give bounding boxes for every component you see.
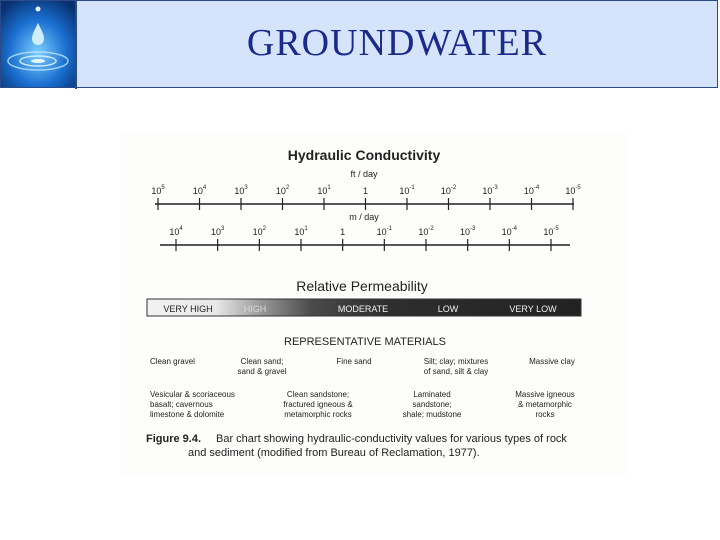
material-label: Laminated sandstone; shale; mudstone <box>402 390 462 419</box>
mday-tick-label: $10^{-3}$ <box>459 226 476 237</box>
mday-tick-label: $10^{-5}$ <box>543 226 559 237</box>
ftday-tick-label: $10^2$ <box>275 185 290 196</box>
mday-tick-label: $10^{-2}$ <box>418 226 434 237</box>
material-label: Massive clay <box>529 357 575 366</box>
mday-tick-label: $10^3$ <box>210 226 225 237</box>
material-label: Clean sand; sand & gravel <box>237 357 287 376</box>
permeability-band-moderate: MODERATE <box>337 304 389 314</box>
mday-tick-label: $10^1$ <box>294 226 308 237</box>
permeability-band-high: HIGH <box>243 304 267 314</box>
slide-title: GROUNDWATER <box>246 22 548 64</box>
mday-unit: m / day <box>349 212 379 222</box>
material-label: Fine sand <box>336 357 372 366</box>
permeability-title: Relative Permeability <box>296 278 428 294</box>
ftday-tick-label: $10^{-3}$ <box>482 185 498 196</box>
ftday-unit: ft / day <box>350 169 378 179</box>
mday-tick-label: 1 <box>340 227 346 237</box>
ftday-tick-label: $10^4$ <box>192 185 207 196</box>
ftday-tick-label: $10^{-2}$ <box>440 185 457 196</box>
ftday-tick-label: 1 <box>362 186 369 196</box>
permeability-band-very-high: VERY HIGH <box>163 304 213 314</box>
material-label: Clean gravel <box>150 357 195 366</box>
ftday-tick-label: $10^{-5}$ <box>565 185 581 196</box>
caption-label: Figure 9.4. <box>146 433 202 445</box>
mday-tick-label: $10^4$ <box>169 226 183 237</box>
materials-row1 <box>150 357 575 376</box>
material-label: Vesicular & scoriaceous basalt; cavernous limestone & dolomite <box>150 390 235 419</box>
ftday-tick-label: $10^{-4}$ <box>523 185 540 196</box>
materials-title: REPRESENTATIVE MATERIALS <box>284 336 446 348</box>
ftday-tick-label: $10^1$ <box>317 185 331 196</box>
ftday-tick-group <box>151 185 581 210</box>
mday-tick-group <box>169 226 559 251</box>
ftday-tick-label: $10^{-1}$ <box>399 185 415 196</box>
mday-tick-label: $10^{-4}$ <box>501 226 518 237</box>
mday-tick-label: $10^2$ <box>252 226 267 237</box>
caption-line1: Bar chart showing hydraulic-conductivity values for various types of rock <box>216 433 567 445</box>
materials-row2 <box>150 390 575 419</box>
hydraulic-title: Hydraulic Conductivity <box>287 147 441 163</box>
material-label: Silt; clay; mixtures of sand, silt & clay <box>423 357 489 376</box>
material-label: Clean sandstone; fractured igneous & metamorphic rocks <box>283 390 353 419</box>
ftday-tick-label: $10^5$ <box>151 185 165 196</box>
material-label: Massive igneous & metamorphic rocks <box>515 390 575 419</box>
caption-line2: and sediment (modified from Bureau of Reclamation, 1977). <box>188 447 480 459</box>
permeability-band-very-low: VERY LOW <box>509 304 557 314</box>
permeability-band-low: LOW <box>437 304 459 314</box>
ftday-tick-label: $10^3$ <box>234 185 248 196</box>
mday-tick-label: $10^{-1}$ <box>376 226 393 237</box>
